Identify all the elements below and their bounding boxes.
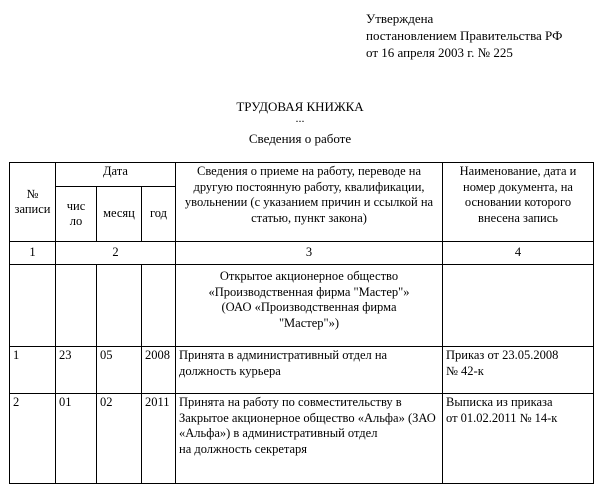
table-row xyxy=(10,347,594,394)
approval-line-2: постановлением Правительства РФ xyxy=(366,28,563,43)
column-number-4: 4 xyxy=(443,242,594,265)
record-day: 01 xyxy=(56,394,97,484)
header-month: месяц xyxy=(97,187,142,242)
header-record-no: № записи xyxy=(10,163,56,242)
organization-row xyxy=(10,265,594,347)
org-cell-day xyxy=(56,265,97,347)
org-cell-year xyxy=(142,265,176,347)
table-row xyxy=(10,394,594,484)
approval-stamp xyxy=(366,10,562,61)
column-numbers-row xyxy=(10,242,594,265)
org-cell-no xyxy=(10,265,56,347)
organization-name: Открытое акционерное общество «Производственная фирма "Мастер"» (ОАО «Производственная фирма "Мастер"») xyxy=(176,265,443,347)
header-document: Наименование, дата и номер документа, на основании которого внесена запись xyxy=(443,163,594,242)
record-document: Выписка из приказа от 01.02.2011 № 14-к xyxy=(443,394,594,484)
record-month: 05 xyxy=(97,347,142,394)
record-day: 23 xyxy=(56,347,97,394)
record-year: 2011 xyxy=(142,394,176,484)
record-document: Приказ от 23.05.2008 № 42-к xyxy=(443,347,594,394)
approval-line-3: от 16 апреля 2003 г. № 225 xyxy=(366,45,513,60)
org-cell-doc xyxy=(443,265,594,347)
header-day: чис ло xyxy=(56,187,97,242)
column-number-2: 2 xyxy=(56,242,176,265)
approval-line-1: Утверждена xyxy=(366,11,434,26)
record-no: 1 xyxy=(10,347,56,394)
column-number-3: 3 xyxy=(176,242,443,265)
record-year: 2008 xyxy=(142,347,176,394)
record-info: Принята на работу по совместительству в Закрытое акционерное общество «Альфа» (ЗАО «Альфа») в административный отдел на должность секретаря xyxy=(176,394,443,484)
column-number-1: 1 xyxy=(10,242,56,265)
org-cell-month xyxy=(97,265,142,347)
header-year: год xyxy=(142,187,176,242)
record-no: 2 xyxy=(10,394,56,484)
document-title: ТРУДОВАЯ КНИЖКА xyxy=(236,99,364,114)
header-info: Сведения о приеме на работу, переводе на другую постоянную работу, квалификации, увольнении (с указанием причин и ссылкой на статью, пункт закона) xyxy=(176,163,443,242)
document-ellipsis: ... xyxy=(295,111,305,125)
header-date: Дата xyxy=(56,163,176,187)
document-subtitle: Сведения о работе xyxy=(248,131,352,146)
header-row-1 xyxy=(10,163,594,187)
record-info: Принята в административный отдел на должность курьера xyxy=(176,347,443,394)
record-month: 02 xyxy=(97,394,142,484)
work-records-table xyxy=(9,162,594,484)
